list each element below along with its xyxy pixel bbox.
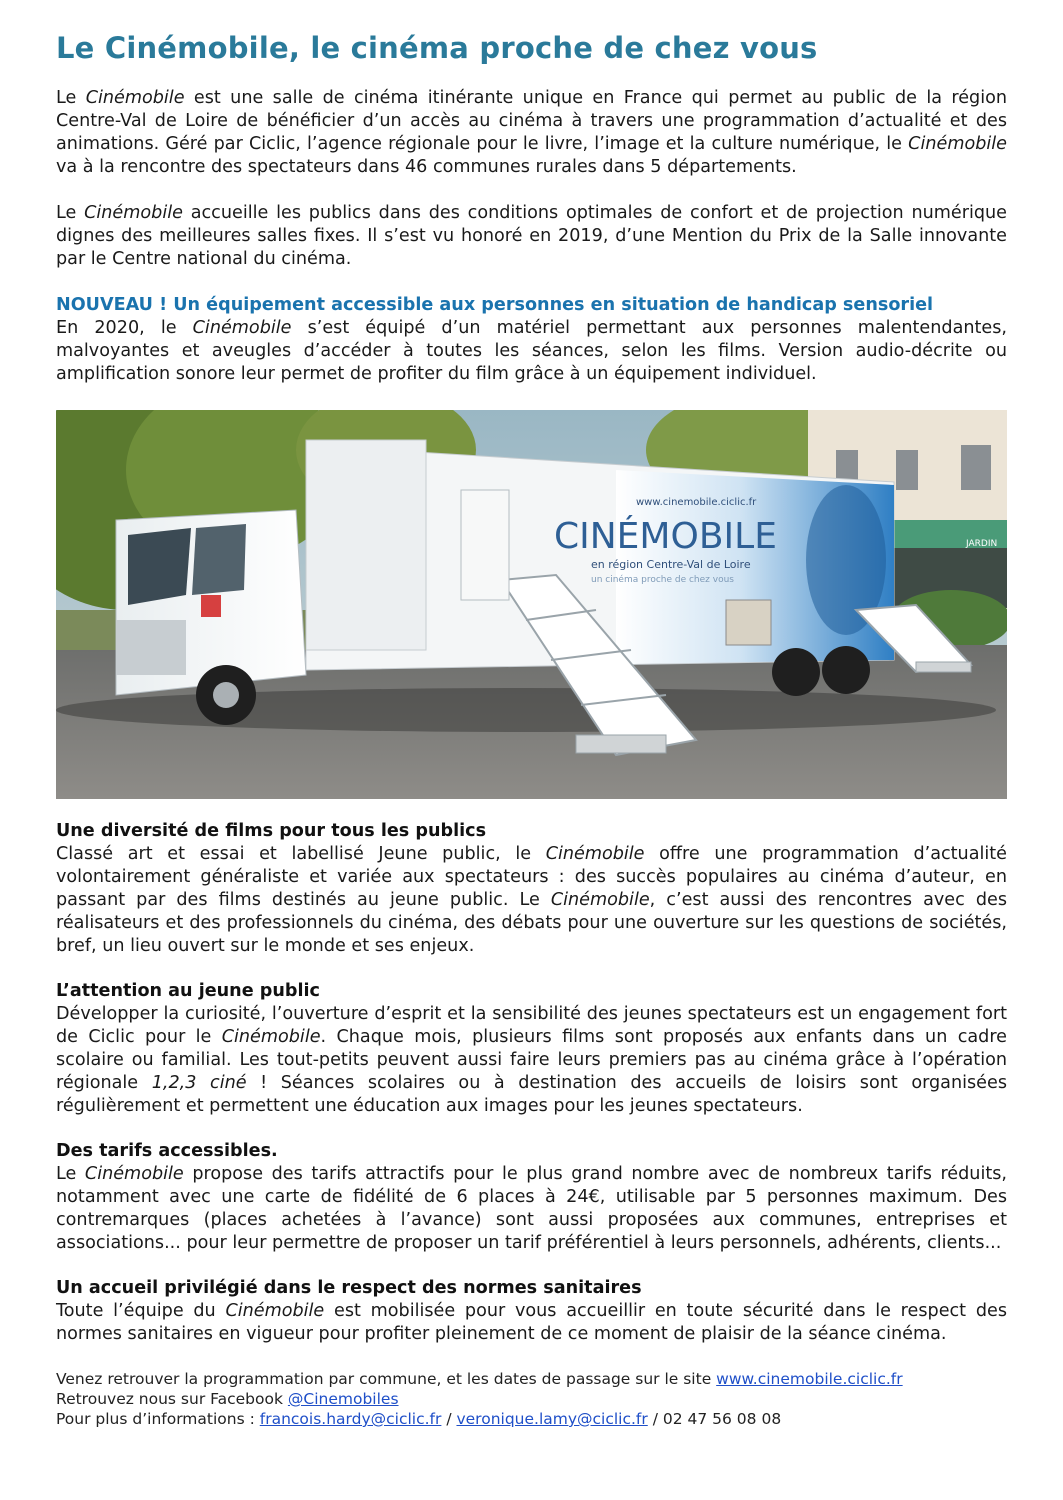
- wheel-hub: [213, 682, 239, 708]
- text-run: s’est équipé d’un matériel permettant aux personnes malentendantes, malvoyantes et aveugles d’accéder à toutes les séances, selon les films. Version audio-décrite ou amplification sonore leur permet de profiter du film grâce à un équipement individuel.: [56, 318, 1007, 384]
- diversite-heading: Une diversité de films pour tous les publics: [56, 821, 487, 841]
- text-run: est une salle de cinéma itinérante unique en France qui permet au public de la région Centre-Val de Loire de bénéficier d’un accès au cinéma à travers une programmation d’actualité et des animations. Géré par Ciclic, l’agence régionale pour le livre, l’image et la culture numérique, le: [56, 88, 1007, 154]
- wheel: [772, 648, 820, 696]
- text-run: est mobilisée pour vous accueillir en toute sécurité dans le respect des normes sanitaires en vigueur pour profiter pleinement de ce moment de plaisir de la séance cinéma.: [56, 1301, 1007, 1344]
- text-run: propose des tarifs attractifs pour le plus grand nombre avec de nombreux tarifs réduits, notamment avec une carte de fidélité de 6 places à 24€, utilisable par 5 personnes maximum. Des contremarques (places achetées à l’avance) sont aussi proposées aux communes, entreprises et associations... pour leur permettre de proposer un tarif préférentiel à leurs personnels, adhérents, clients...: [56, 1164, 1007, 1253]
- truck-tagline: un cinéma proche de chez vous: [591, 575, 734, 585]
- text-run: va à la rencontre des spectateurs dans 46 communes rurales dans 5 départements.: [56, 157, 797, 177]
- truck-illustration: [56, 410, 1007, 799]
- emphasis-cinemobile: Cinémobile: [550, 890, 650, 910]
- diversite-paragraph: [56, 843, 1007, 958]
- jeune-public-heading: L’attention au jeune public: [56, 981, 320, 1001]
- building-window: [896, 450, 918, 490]
- emphasis-cinemobile: Cinémobile: [545, 844, 645, 864]
- text-run: Développer la curiosité, l’ouverture d’esprit et la sensibilité des jeunes spectateurs est un engagement fort de Ciclic pour le: [56, 1004, 1007, 1047]
- accueil-paragraph: [56, 1300, 1007, 1346]
- email-link-francois-hardy[interactable]: francois.hardy@ciclic.fr: [259, 1410, 442, 1428]
- text-run: Le: [56, 203, 85, 223]
- text-run: accueille les publics dans des conditions optimales de confort et de projection numérique dignes des meilleures salles fixes. Il s’est vu honoré en 2019, d’une Mention du Prix de la Salle innovante par le Centre national du cinéma.: [56, 203, 1007, 269]
- separator: /: [441, 1410, 457, 1428]
- trailer-door: [461, 490, 509, 600]
- text-run: En 2020, le: [56, 318, 193, 338]
- emphasis-123-cine: 1,2,3 ciné: [151, 1073, 247, 1093]
- nouveau-heading: NOUVEAU ! Un équipement accessible aux personnes en situation de handicap sensoriel: [56, 295, 934, 315]
- footer-line-contact: [56, 1409, 1007, 1429]
- cab-side-window: [192, 524, 246, 595]
- text-run: Classé art et essai et labellisé Jeune public, le: [56, 844, 546, 864]
- footer-text: Pour plus d’informations :: [56, 1410, 260, 1428]
- trailer-extension: [306, 440, 426, 650]
- phone-number: / 02 47 56 08 08: [647, 1410, 782, 1428]
- intro-paragraph-1: [56, 87, 1007, 179]
- cab-windshield: [128, 528, 191, 605]
- page-title: Le Cinémobile, le cinéma proche de chez vous: [56, 31, 818, 65]
- intro-paragraph-2: [56, 202, 1007, 271]
- cinemobile-truck-photo: [56, 410, 1007, 799]
- emphasis-cinemobile: Cinémobile: [192, 318, 292, 338]
- emphasis-cinemobile: Cinémobile: [85, 88, 185, 108]
- emphasis-cinemobile: Cinémobile: [225, 1301, 325, 1321]
- footer-line-website: [56, 1369, 1007, 1389]
- text-run: offre une programmation d’actualité volontairement généraliste et variée aux spectateurs : des succès populaires au cinéma d’auteur, en passant par des films destinés au jeune public. Le: [56, 844, 1007, 910]
- building-window: [961, 445, 991, 490]
- emphasis-cinemobile: Cinémobile: [84, 203, 183, 223]
- cab-sticker: [201, 595, 221, 617]
- nouveau-paragraph: [56, 317, 1007, 386]
- emphasis-cinemobile: Cinémobile: [221, 1027, 321, 1047]
- text-run: Toute l’équipe du: [56, 1301, 226, 1321]
- footer-text: Venez retrouver la programmation par commune, et les dates de passage sur le site: [56, 1370, 717, 1388]
- truck-subtitle: en région Centre-Val de Loire: [591, 558, 751, 571]
- emphasis-cinemobile: Cinémobile: [908, 134, 1007, 154]
- footer-contact: [56, 1369, 1007, 1429]
- wheel: [822, 646, 870, 694]
- text-run: ! Séances scolaires ou à destination des accueils de loisirs sont organisées régulièrement et permettent une éducation aux images pour les jeunes spectateurs.: [56, 1073, 1007, 1116]
- text-run: Le: [56, 88, 86, 108]
- footer-line-facebook: [56, 1389, 1007, 1409]
- truck-logo: CINÉMOBILE: [554, 516, 777, 557]
- shop-sign: JARDIN: [966, 539, 998, 549]
- text-run: . Chaque mois, plusieurs films sont proposés aux enfants dans un cadre scolaire ou familial. Les tout-petits peuvent aussi faire leurs premiers pas au cinéma grâce à l’opération régionale: [56, 1027, 1008, 1093]
- text-run: Le: [56, 1164, 85, 1184]
- facebook-link[interactable]: @Cinemobiles: [287, 1390, 399, 1408]
- emphasis-cinemobile: Cinémobile: [84, 1164, 184, 1184]
- tarifs-paragraph: [56, 1163, 1007, 1255]
- tarifs-heading: Des tarifs accessibles.: [56, 1141, 278, 1161]
- truck-grille: [116, 620, 186, 675]
- document-page: [56, 28, 1007, 1429]
- accueil-heading: Un accueil privilégié dans le respect des normes sanitaires: [56, 1278, 642, 1298]
- truck-url: www.cinemobile.ciclic.fr: [636, 497, 757, 508]
- text-run: , c’est aussi des rencontres avec des réalisateurs et des professionnels du cinéma, des débats pour une ouverture sur les questions de sociétés, bref, un lieu ouvert sur le monde et ses enjeux.: [56, 890, 1007, 956]
- jeune-public-paragraph: [56, 1003, 1007, 1118]
- email-link-veronique-lamy[interactable]: veronique.lamy@ciclic.fr: [456, 1410, 648, 1428]
- poster-board: [726, 600, 771, 645]
- footer-text: Retrouvez nous sur Facebook: [56, 1390, 288, 1408]
- website-link[interactable]: www.cinemobile.ciclic.fr: [716, 1370, 903, 1388]
